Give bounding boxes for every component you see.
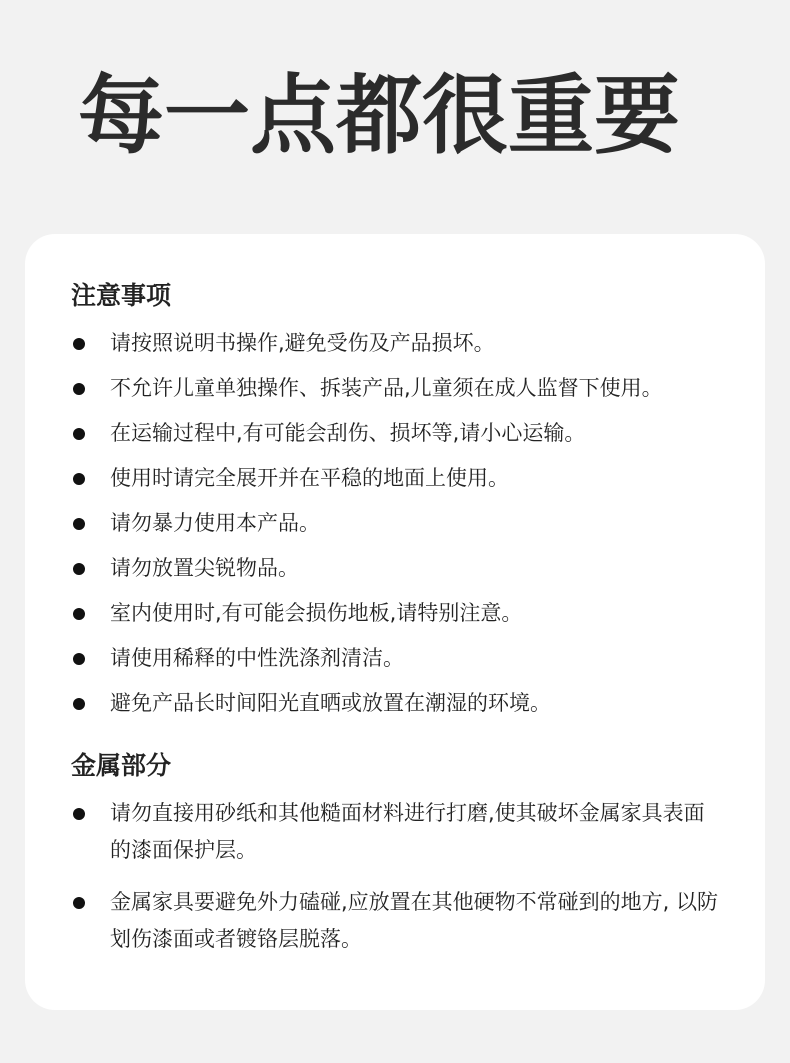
bullet-icon [73,428,85,440]
list-item-text: 使用时请完全展开并在平稳的地面上使用。 [110,466,509,490]
page-title: 每一点都很重要 [78,66,680,166]
bullet-icon [73,653,85,665]
list-item [71,505,725,542]
list-item-text: 在运输过程中,有可能会刮伤、损坏等,请小心运输。 [110,421,586,445]
list-item [71,884,725,958]
section-heading: 金属部分 [71,751,172,780]
section-heading: 注意事项 [71,281,172,310]
list-item [71,795,725,869]
list-item-text: 不允许儿童单独操作、拆装产品,儿童须在成人监督下使用。 [110,376,663,400]
list-item-text: 室内使用时,有可能会损伤地板,请特别注意。 [110,601,523,625]
bullet-icon [73,518,85,530]
bullet-icon [73,698,85,710]
list-item-text: 请勿放置尖锐物品。 [110,556,299,580]
section-metal-parts [71,748,725,958]
bullet-icon [73,897,85,909]
list-item-text: 请勿直接用砂纸和其他糙面材料进行打磨,使其破坏金属家具表面的漆面保护层。 [110,801,705,862]
list-item [71,685,725,722]
metal-parts-list [71,795,725,958]
bullet-icon [73,808,85,820]
list-item-text: 请使用稀释的中性洗涤剂清洁。 [110,646,404,670]
section-precautions [71,278,725,722]
bullet-icon [73,608,85,620]
list-item [71,325,725,362]
bullet-icon [73,383,85,395]
list-item-text: 避免产品长时间阳光直晒或放置在潮湿的环境。 [110,691,551,715]
precautions-list [71,325,725,722]
bullet-icon [73,338,85,350]
bullet-icon [73,473,85,485]
list-item [71,550,725,587]
notice-card [25,234,765,1010]
list-item-text: 金属家具要避免外力磕碰,应放置在其他硬物不常碰到的地方, 以防划伤漆面或者镀铬层脱落。 [110,890,719,951]
list-item [71,460,725,497]
bullet-icon [73,563,85,575]
list-item [71,595,725,632]
list-item-text: 请勿暴力使用本产品。 [110,511,320,535]
list-item [71,415,725,452]
list-item [71,370,725,407]
list-item-text: 请按照说明书操作,避免受伤及产品损坏。 [110,331,495,355]
list-item [71,640,725,677]
